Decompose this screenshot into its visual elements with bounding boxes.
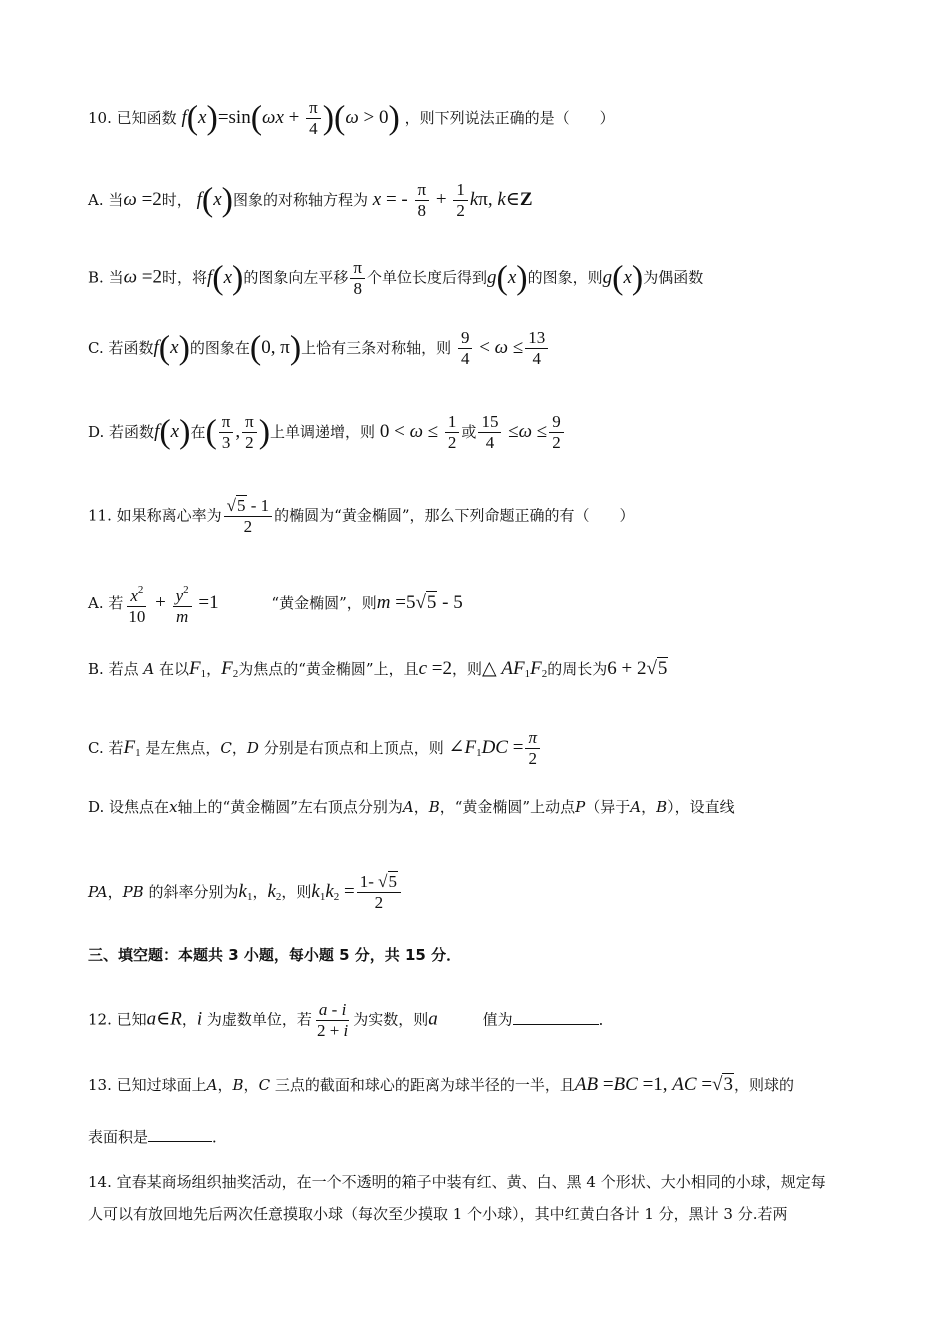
q10-option-d: D. 若函数f(x)在( $\frac{\pi}{3}$ , $\frac{\pi}{2}$ )上单调递增，则 0 < ω ≤ $\frac{1}{2}$ 或 $\frac{15}{4}$ ≤ω ≤ $\frac{9}{2}$ — [88, 412, 566, 453]
q11-stem: 11. 如果称离心率为 $\frac{√5 - 1}{2}$ 的椭圆为“黄金椭圆”，那么下列命题正确的有（ ） — [88, 496, 635, 536]
math-formula: $\angle F_1DC$ = $\frac{\pi}{2}$ — [449, 737, 542, 758]
question-number: 10. — [88, 108, 112, 127]
q11-option-d-continued: PA，PB 的斜率分别为$k_1$，$k_2$，则$k_1k_2$ = $\frac{1- √5}{2}$ — [88, 872, 403, 913]
question-number: 13. — [88, 1076, 112, 1094]
math-formula: △ $AF_1F_2$ — [482, 658, 548, 680]
math-formula: $\frac{a - i}{2 + i}$ — [316, 1000, 349, 1040]
q13-continued: 表面积是 ． — [88, 1128, 228, 1146]
math-formula: $F_1$ — [123, 736, 141, 759]
math-formula: $k_1$ — [238, 880, 253, 903]
math-formula: $F_2$ — [221, 658, 239, 680]
section-title: 三、填空题：本题共 3 小题，每小题 5 分，共 15 分． — [88, 946, 462, 964]
math-formula: $\frac{√5 - 1}{2}$ — [224, 496, 273, 537]
math-formula: g(x) — [487, 259, 528, 297]
math-formula: f(x) — [154, 413, 191, 451]
q14-continued: 人可以有放回地先后两次任意摸取小球（每次至少摸取 1 个小球），其中红黄白各计 1 分，黑计 3 分.若两 — [88, 1205, 788, 1223]
q10-option-c: C. 若函数f(x)的图象在(0, π)上恰有三条对称轴，则 $\frac{9}{4}$ < ω ≤ $\frac{13}{4}$ — [88, 328, 550, 369]
question-number: 12. — [88, 1010, 112, 1029]
math-formula: $F_1$ — [189, 658, 207, 680]
math-formula: AB =BC =1, AC =√3 — [574, 1074, 733, 1095]
question-number: 11. — [88, 506, 112, 525]
math-formula: m =5√5 - 5 — [376, 591, 463, 613]
math-formula: ω =2 — [123, 188, 162, 210]
math-formula: 0 < ω ≤ $\frac{1}{2}$ — [380, 421, 462, 442]
math-formula: $k_1k_2$ = $\frac{1- √5}{2}$ — [311, 881, 403, 902]
math-formula: ω =2 — [123, 266, 162, 288]
q11-option-a: A. 若 $\frac{x^2}{10}$ + $\frac{y^2}{m}$ =1 “黄金椭圆”，则m =5√5 - 5 — [88, 580, 463, 627]
math-formula: a∈R — [146, 1008, 182, 1030]
math-formula: f(x)=sin(ωx + $\frac{\pi}{4}$ )(ω > 0) — [181, 98, 400, 138]
math-formula: $\frac{9}{4}$ < ω ≤ $\frac{13}{4}$ — [456, 337, 550, 358]
q11-option-b: B. 若点 A 在以$F_1$，$F_2$为焦点的“黄金椭圆”上，且c =2，则△ $AF_1F_2$的周长为6 + 2√5 — [88, 658, 668, 680]
q14: 14. 宜春某商场组织抽奖活动，在一个不透明的箱子中装有红、黄、白、黑 4 个形状、大小相同的小球，规定每 — [88, 1173, 826, 1191]
math-formula: $\frac{15}{4}$ ≤ω ≤ $\frac{9}{2}$ — [476, 421, 565, 442]
math-formula: (0, π) — [249, 329, 302, 367]
answer-blank[interactable] — [513, 1010, 599, 1025]
q11-option-c: C. 若$F_1$ 是左焦点，C，D 分别是右顶点和上顶点，则 $\angle F_1DC$ = $\frac{\pi}{2}$ — [88, 728, 542, 769]
math-formula: f(x) — [207, 259, 244, 297]
math-formula: $k_2$ — [267, 880, 282, 903]
math-formula: $\frac{x^2}{10}$ + $\frac{y^2}{m}$ =1 — [123, 592, 218, 613]
answer-blank[interactable] — [148, 1127, 212, 1142]
math-formula: 6 + 2√5 — [607, 658, 668, 679]
q10-option-a: A. 当ω =2时， f(x)图象的对称轴方程为 x = - $\frac{\pi}{8}$ + $\frac{1}{2}$ kπ, k∈Z — [88, 180, 533, 220]
q10-option-b: B. 当ω =2时，将f(x)的图象向左平移 $\frac{\pi}{8}$ 个单位长度后得到g(x)的图象，则g(x)为偶函数 — [88, 258, 704, 298]
math-formula: g(x) — [602, 259, 644, 297]
math-formula: ( $\frac{\pi}{3}$ , $\frac{\pi}{2}$ ) — [205, 412, 271, 452]
q12: 12. 已知a∈R，i 为虚数单位，若 $\frac{a - i}{2 + i}$ 为实数，则a 值为 ． — [88, 1000, 614, 1040]
math-formula: x = - $\frac{\pi}{8}$ + $\frac{1}{2}$ kπ, k∈Z — [372, 180, 533, 220]
math-formula: f(x) — [196, 181, 233, 219]
math-formula: c =2 — [418, 658, 452, 679]
math-formula: f(x) — [153, 329, 190, 367]
math-formula: $\frac{\pi}{8}$ — [350, 258, 365, 299]
question-number: 14. — [88, 1173, 112, 1191]
q13: 13. 已知过球面上A，B，C 三点的截面和球心的距离为球半径的一半，且AB =BC =1, AC =√3，则球的 — [88, 1074, 794, 1095]
q10-stem: 10. 已知函数 f(x)=sin(ωx + $\frac{\pi}{4}$ )(ω > 0) ，则下列说法正确的是（ ） — [88, 98, 615, 138]
q11-option-d: D. 设焦点在x轴上的“黄金椭圆”左右顶点分别为A，B，“黄金椭圆”上动点P（异于A，B），设直线 — [88, 798, 735, 816]
